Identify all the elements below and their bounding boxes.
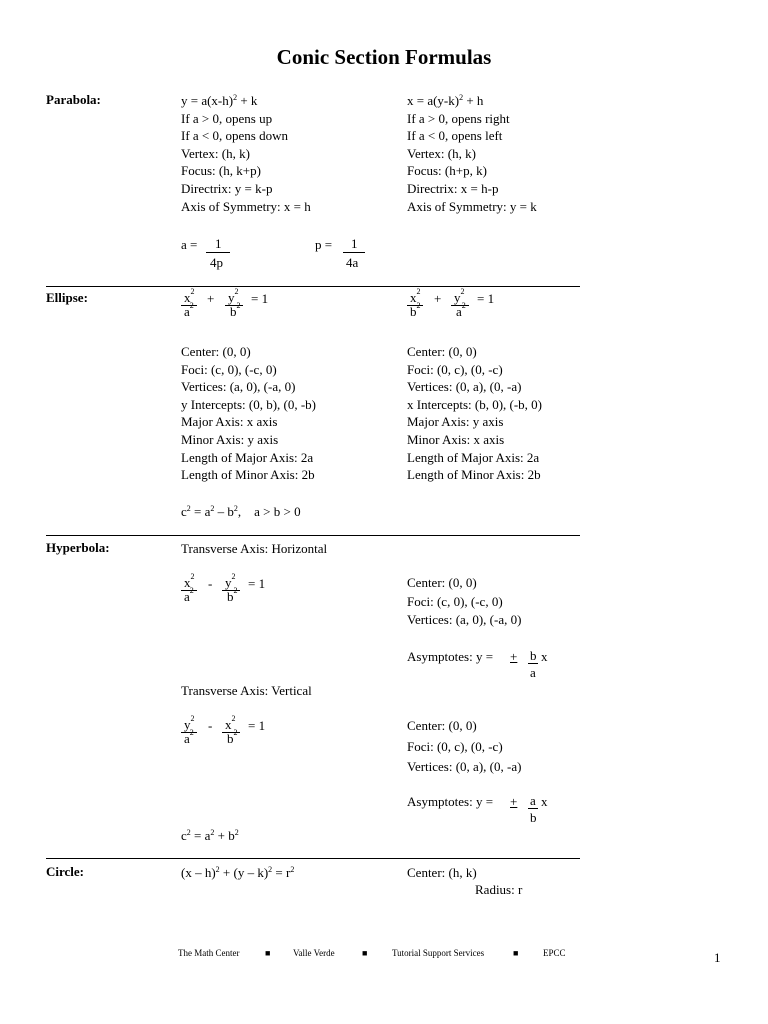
plus-minus-sign: + (510, 649, 518, 664)
hyperbola-vertical-heading: Transverse Axis: Vertical (181, 683, 312, 698)
parabola-line: If a < 0, opens left (407, 128, 503, 144)
ellipse-equals: = 1 (477, 291, 495, 306)
asymptote-x: x (541, 649, 548, 664)
hyperbola-line: Center: (0, 0) (407, 718, 477, 733)
parabola-line: Axis of Symmetry: x = h (181, 198, 311, 214)
footer-tutorial-support: Tutorial Support Services (392, 948, 485, 958)
parabola-line: If a > 0, opens right (407, 110, 510, 126)
ellipse-line: Minor Axis: x axis (407, 431, 505, 447)
circle-center: Center: (h, k) (407, 865, 477, 880)
ellipse-line: Foci: (c, 0), (-c, 0) (181, 361, 277, 377)
footer-valle-verde: Valle Verde (293, 948, 335, 958)
circle-equation: $(x - h)^2 + (y - k)^2 = r^2$ (181, 865, 295, 880)
asymptote-x: x (541, 794, 548, 809)
hyperbola-horizontal-props (407, 574, 521, 630)
circle-label: Circle: (46, 864, 85, 879)
ellipse-label: Ellipse: (46, 290, 88, 305)
a-label: a = (181, 237, 198, 252)
hyperbola-line: Center: (0, 0) (407, 575, 477, 590)
asymptotes-label: Asymptotes: y = (407, 649, 494, 664)
plus-minus-sign: + (510, 794, 518, 809)
asymptotes-label: Asymptotes: y = (407, 794, 494, 809)
hyperbola-equals: = 1 (248, 718, 266, 733)
ellipse-line: Center: (0, 0) (407, 344, 477, 359)
ellipse-line: Major Axis: x axis (181, 414, 278, 430)
parabola-col1 (181, 92, 311, 215)
hyperbola-minus: - (208, 718, 213, 733)
ellipse-line: Minor Axis: y axis (181, 431, 279, 447)
parabola-line: Axis of Symmetry: y = k (407, 198, 537, 214)
parabola-eq-horizontal-axis: $x = a(y-k)^2 + h$ (407, 93, 484, 108)
parabola-eq-vertical-axis: $y = a(x-h)^2 + k$ (181, 93, 258, 108)
footer-math-center: The Math Center (178, 948, 240, 958)
parabola-line: If a > 0, opens up (181, 110, 273, 126)
parabola-line: Vertex: (h, k) (181, 145, 250, 161)
ellipse-equals: = 1 (251, 291, 269, 306)
parabola-line: Focus: (h, k+p) (181, 163, 261, 179)
parabola-line: Directrix: x = h-p (407, 180, 499, 196)
parabola-line: Focus: (h+p, k) (407, 163, 487, 179)
hyperbola-line: Foci: (c, 0), (-c, 0) (407, 593, 503, 609)
page-number: 1 (714, 950, 721, 965)
parabola-line: Vertex: (h, k) (407, 145, 476, 161)
ellipse-c-relation: $c^2 = a^2 - b^2$, a > b > 0 (181, 504, 301, 519)
circle-radius: Radius: r (475, 882, 523, 897)
hyperbola-equals: = 1 (248, 576, 266, 591)
ellipse-plus: + (434, 291, 442, 306)
parabola-label: Parabola: (46, 92, 101, 107)
hyperbola-line: Foci: (0, c), (0, -c) (407, 738, 503, 754)
hyperbola-label: Hyperbola: (46, 540, 110, 555)
page-title: Conic Section Formulas (276, 45, 492, 69)
footer-bullet: ■ (265, 948, 271, 958)
footer-bullet: ■ (362, 948, 368, 958)
parabola-line: Directrix: y = k-p (181, 180, 273, 196)
hyperbola-horizontal-heading: Transverse Axis: Horizontal (181, 541, 328, 556)
ellipse-line: x Intercepts: (b, 0), (-b, 0) (407, 396, 543, 412)
divider (46, 535, 580, 536)
ellipse-line: Foci: (0, c), (0, -c) (407, 361, 503, 377)
parabola-col2 (407, 92, 537, 215)
ellipse-line: Length of Major Axis: 2a (407, 449, 540, 465)
ellipse-plus: + (207, 291, 215, 306)
divider (46, 286, 580, 287)
parabola-line: If a < 0, opens down (181, 128, 288, 144)
footer-epcc: EPCC (543, 948, 566, 958)
ellipse-col2 (407, 343, 542, 484)
ellipse-line: y Intercepts: (0, b), (0, -b) (181, 396, 317, 412)
divider (46, 858, 580, 859)
ellipse-col1 (181, 343, 316, 484)
hyperbola-line: Vertices: (a, 0), (-a, 0) (407, 612, 522, 627)
hyperbola-line: Vertices: (0, a), (0, -a) (407, 759, 522, 774)
hyperbola-vertical-props (407, 716, 521, 778)
ellipse-line: Major Axis: y axis (407, 414, 504, 430)
p-label: p = (315, 237, 333, 252)
ellipse-line: Vertices: (0, a), (0, -a) (407, 379, 522, 395)
hyperbola-minus: - (208, 576, 213, 591)
ellipse-line: Vertices: (a, 0), (-a, 0) (181, 379, 296, 395)
ellipse-line: Center: (0, 0) (181, 344, 251, 359)
footer-bullet: ■ (513, 948, 519, 958)
ellipse-line: Length of Minor Axis: 2b (407, 467, 541, 483)
hyperbola-c-relation: $c^2 = a^2 + b^2$ (181, 828, 239, 843)
ellipse-line: Length of Major Axis: 2a (181, 449, 314, 465)
ellipse-line: Length of Minor Axis: 2b (181, 467, 315, 483)
